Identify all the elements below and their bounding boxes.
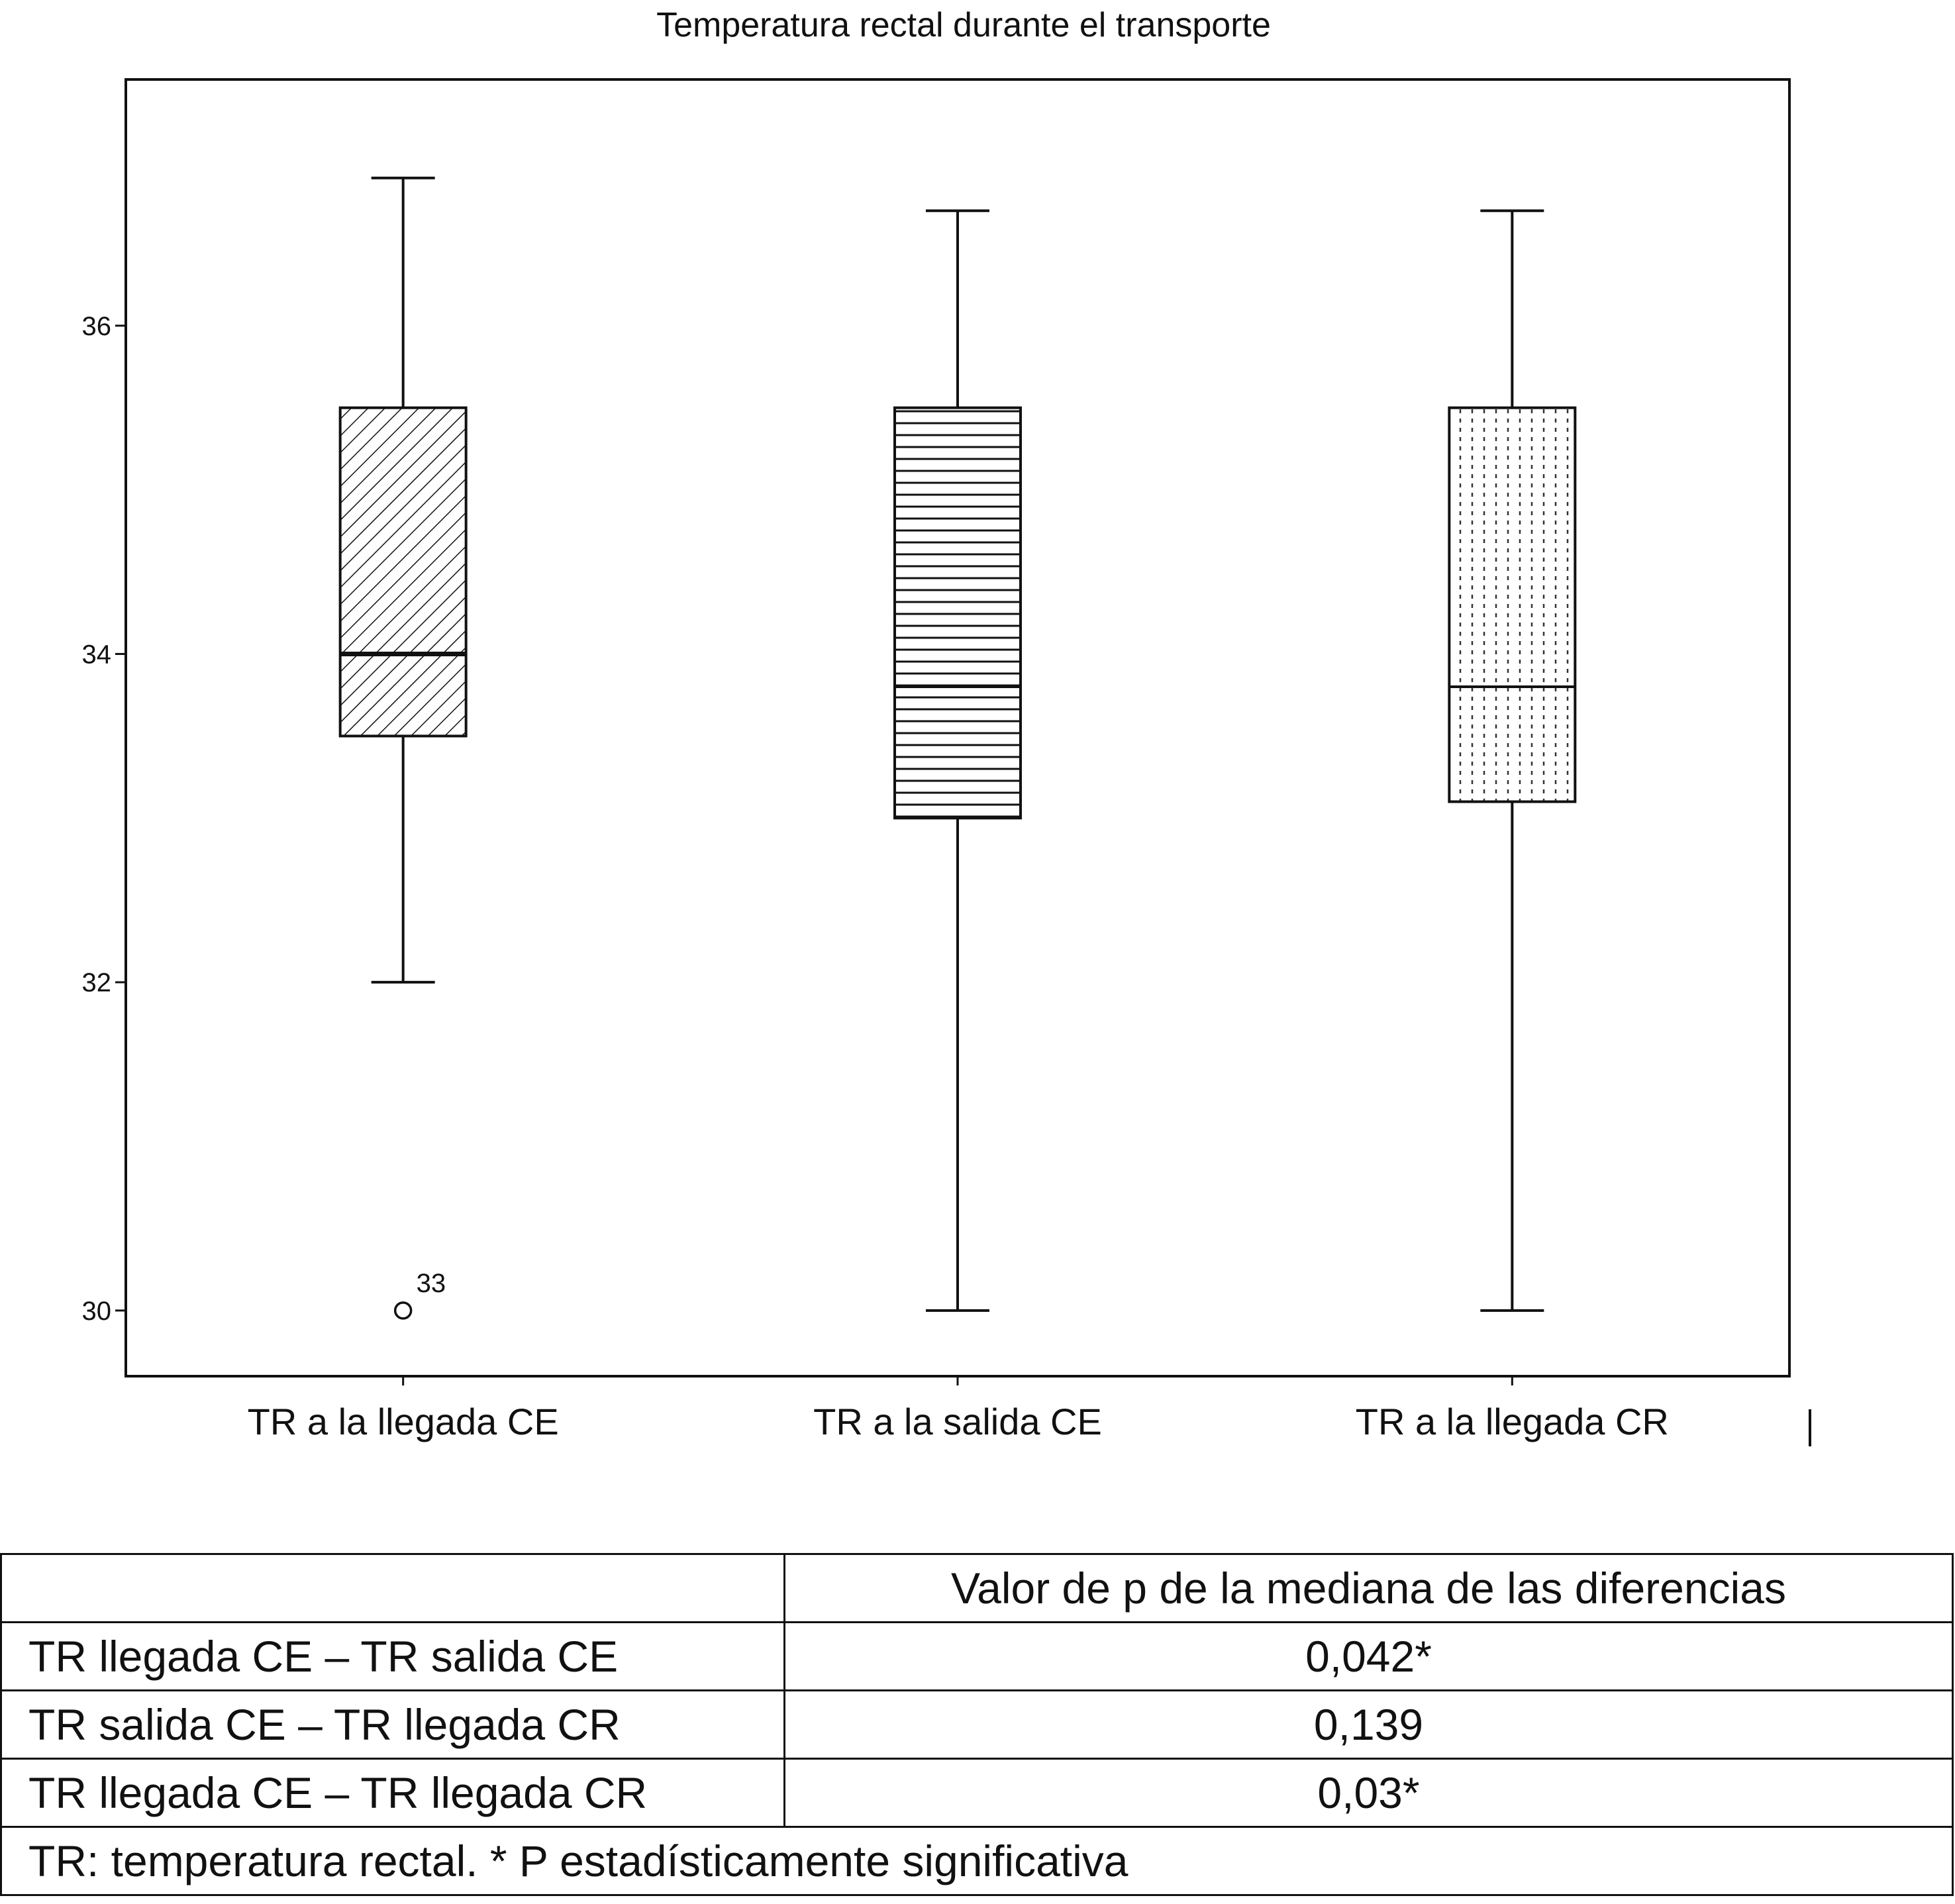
- box-iqr: [340, 408, 466, 736]
- table-row: [1, 1759, 1953, 1827]
- outlier-label: 33: [416, 1268, 446, 1298]
- y-tick-label: 34: [81, 640, 111, 670]
- box-iqr: [1449, 408, 1575, 802]
- outlier-point: [395, 1303, 411, 1319]
- box-iqr: [895, 408, 1021, 819]
- table-footnote-row: [1, 1827, 1953, 1895]
- box-group: [340, 178, 466, 1319]
- table-header-cell-pvalue: Valor de p de la mediana de las diferencias: [785, 1554, 1953, 1623]
- y-tick-label: 36: [81, 311, 111, 341]
- p-value-table: [0, 1553, 1954, 1896]
- x-category-label: TR a la llegada CE: [247, 1401, 559, 1442]
- x-category-label: TR a la salida CE: [813, 1401, 1102, 1442]
- chart-title: Temperatura rectal durante el transporte: [656, 6, 1271, 44]
- table-footnote: TR: temperatura rectal. * P estadísticamente significativa: [1, 1827, 1953, 1895]
- pvalue-cell: 0,03*: [785, 1759, 1953, 1827]
- box-group: [1449, 211, 1575, 1311]
- box-group: [895, 211, 1021, 1311]
- comparison-cell: TR salida CE – TR llegada CR: [1, 1691, 785, 1759]
- pvalue-cell: 0,139: [785, 1691, 1953, 1759]
- y-tick-label: 32: [81, 968, 111, 998]
- table-header-row: [1, 1554, 1953, 1623]
- comparison-cell: TR llegada CE – TR llegada CR: [1, 1759, 785, 1827]
- y-tick-label: 30: [81, 1296, 111, 1326]
- x-category-label: TR a la llegada CR: [1355, 1401, 1669, 1442]
- table-header-cell-empty: [1, 1554, 785, 1623]
- y-axis: [82, 312, 126, 1326]
- pvalue-cell: 0,042*: [785, 1623, 1953, 1691]
- table-row: [1, 1623, 1953, 1691]
- x-axis: [248, 1376, 1669, 1442]
- comparison-cell: TR llegada CE – TR salida CE: [1, 1623, 785, 1691]
- table-row: [1, 1691, 1953, 1759]
- boxes-layer: [340, 178, 1576, 1319]
